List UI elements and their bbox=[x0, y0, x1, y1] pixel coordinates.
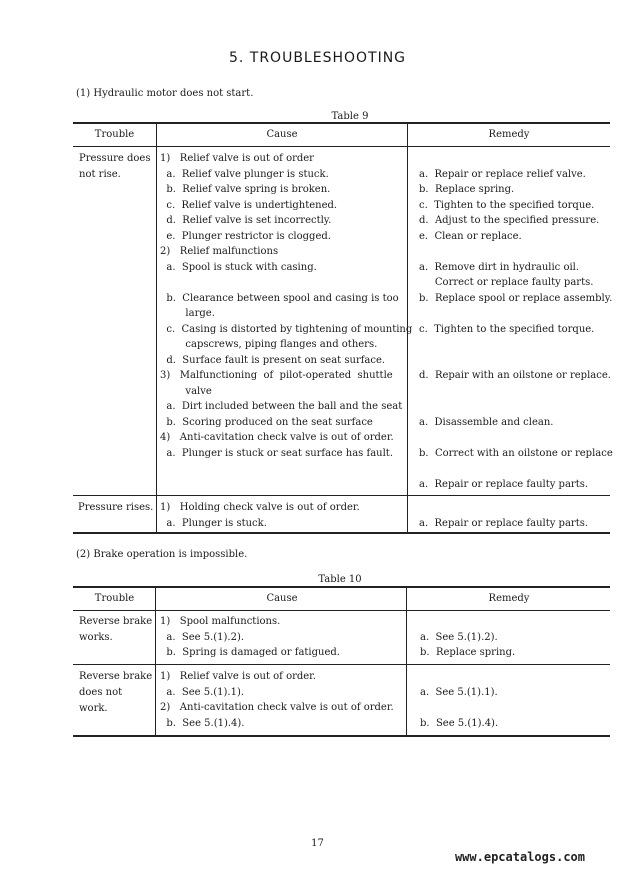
cell-line: a. Plunger is stuck. bbox=[160, 517, 267, 529]
cell-line: d. Surface fault is present on seat surface. bbox=[160, 354, 386, 366]
cell-line bbox=[419, 500, 588, 516]
table9-row2-remedy bbox=[419, 500, 588, 531]
trouble-line: Reverse brake bbox=[79, 616, 153, 627]
page-title: 5. TROUBLESHOOTING bbox=[228, 50, 407, 66]
table9-row1-cause bbox=[160, 151, 412, 492]
cell-line: b. Replace spring. bbox=[420, 647, 516, 658]
cell-line: b. Correct with an oilstone or replace bbox=[419, 447, 613, 459]
cell-line: b. Clearance between spool and casing is too bbox=[160, 292, 399, 304]
cell-line: 1) Spool malfunctions. bbox=[160, 616, 281, 627]
cell-line: a. Dirt included between the ball and the seat bbox=[160, 401, 403, 412]
cell-line bbox=[419, 353, 613, 369]
cell-line: c. Relief valve is undertightened. bbox=[160, 199, 338, 211]
cell-line: b. Relief valve spring is broken. bbox=[160, 184, 331, 195]
trouble-line: work. bbox=[79, 703, 108, 714]
cell-line bbox=[419, 244, 613, 260]
cell-line: d. Relief valve is set incorrectly. bbox=[160, 215, 332, 226]
cell-line: capscrews, piping flanges and others. bbox=[160, 339, 378, 350]
trouble-line: Pressure does bbox=[79, 153, 151, 164]
cell-line: 1) Holding check valve is out of order. bbox=[160, 502, 360, 513]
cell-line bbox=[419, 461, 613, 477]
table10-bottom-rule bbox=[73, 735, 610, 737]
cell-line: Correct or replace faulty parts. bbox=[419, 277, 594, 288]
trouble-line: Pressure rises. bbox=[78, 502, 154, 513]
cell-line: b. Replace spool or replace assembly. bbox=[419, 292, 613, 304]
table9-header-remedy: Remedy bbox=[488, 129, 530, 140]
cell-line bbox=[420, 614, 515, 630]
cell-line bbox=[419, 306, 613, 322]
table10-row1-trouble bbox=[79, 614, 152, 646]
cell-line bbox=[419, 430, 613, 446]
table9-bottom-rule bbox=[73, 532, 610, 534]
table9-header-rule bbox=[73, 146, 610, 147]
table9-top-rule bbox=[73, 122, 610, 124]
cell-line: a. Plunger is stuck or seat surface has fault. bbox=[160, 447, 393, 459]
cell-line bbox=[160, 461, 412, 477]
cell-line: a. See 5.(1).1). bbox=[160, 686, 245, 698]
cell-line: 4) Anti-cavitation check valve is out of order. bbox=[160, 432, 394, 443]
section-heading-brake: (2) Brake operation is impossible. bbox=[76, 549, 248, 560]
table10-row2-remedy bbox=[420, 669, 498, 731]
cell-line: b. Replace spring. bbox=[419, 184, 515, 195]
cell-line: a. Repair or replace faulty parts. bbox=[419, 478, 589, 490]
cell-line bbox=[419, 337, 613, 353]
table10-row2-cause bbox=[160, 669, 394, 731]
cell-line: a. Repair or replace faulty parts. bbox=[419, 517, 589, 529]
page-number: 17 bbox=[311, 838, 324, 849]
cell-line: c. Tighten to the specified torque. bbox=[419, 199, 595, 211]
table10-row2-trouble bbox=[79, 669, 152, 717]
cell-line: a. Disassemble and clean. bbox=[419, 416, 554, 428]
table10-header-rule bbox=[73, 610, 610, 611]
cell-line: large. bbox=[160, 308, 215, 319]
cell-line: d. Adjust to the specified pressure. bbox=[419, 215, 600, 226]
cell-line: d. Repair with an oilstone or replace. bbox=[419, 370, 611, 381]
trouble-line: does not bbox=[79, 687, 123, 698]
section-heading-hydraulic-motor: (1) Hydraulic motor does not start. bbox=[76, 88, 254, 99]
table10-col-divider bbox=[155, 586, 156, 736]
cell-line bbox=[420, 669, 498, 685]
cell-line: a. Relief valve plunger is stuck. bbox=[160, 168, 329, 180]
cell-line: 2) Anti-cavitation check valve is out of order. bbox=[160, 702, 394, 713]
cell-line: 3) Malfunctioning of pilot-operated shuttle bbox=[160, 370, 393, 381]
watermark: www.epcatalogs.com bbox=[454, 850, 585, 864]
cell-line: b. See 5.(1).4). bbox=[160, 717, 245, 729]
cell-line: a. See 5.(1).2). bbox=[160, 631, 245, 643]
cell-line: b. Scoring produced on the seat surface bbox=[160, 416, 373, 428]
cell-line bbox=[419, 384, 613, 400]
cell-line: a. See 5.(1).2). bbox=[420, 631, 498, 643]
table9-row2-trouble bbox=[78, 500, 153, 516]
cell-line: 2) Relief malfunctions bbox=[160, 246, 279, 257]
table10-header-cause: Cause bbox=[266, 593, 298, 604]
table9-caption: Table 9 bbox=[331, 111, 369, 122]
cell-line bbox=[419, 399, 613, 415]
table10-row1-remedy bbox=[420, 614, 515, 661]
table10-header-remedy: Remedy bbox=[488, 593, 530, 604]
cell-line: a. Repair or replace relief valve. bbox=[419, 168, 586, 180]
cell-line: e. Clean or replace. bbox=[419, 230, 522, 242]
cell-line: b. See 5.(1).4). bbox=[420, 717, 499, 729]
cell-line: a. Remove dirt in hydraulic oil. bbox=[419, 261, 580, 273]
table10-caption: Table 10 bbox=[318, 574, 362, 585]
cell-line: b. Spring is damaged or fatigued. bbox=[160, 647, 340, 658]
cell-line: c. Tighten to the specified torque. bbox=[419, 323, 595, 335]
cell-line: a. See 5.(1).1). bbox=[420, 686, 498, 698]
cell-line: c. Casing is distorted by tightening of mounting bbox=[160, 323, 413, 335]
cell-line: valve bbox=[160, 385, 212, 397]
cell-line bbox=[420, 700, 498, 716]
table9-header-trouble: Trouble bbox=[94, 129, 135, 140]
trouble-line: not rise. bbox=[79, 169, 121, 180]
table9-row1-trouble bbox=[79, 151, 150, 183]
cell-line: a. Spool is stuck with casing. bbox=[160, 261, 317, 273]
cell-line: e. Plunger restrictor is clogged. bbox=[160, 230, 331, 242]
table10-col-divider bbox=[406, 586, 407, 736]
table9-row-rule bbox=[73, 495, 610, 496]
table10-row-rule bbox=[73, 664, 610, 665]
table9-header-cause: Cause bbox=[266, 129, 298, 140]
cell-line: 1) Relief valve is out of order. bbox=[160, 671, 317, 682]
table9-col-divider bbox=[156, 122, 157, 532]
table10-header-trouble: Trouble bbox=[94, 593, 135, 604]
table10-row1-cause bbox=[160, 614, 340, 661]
cell-line bbox=[160, 477, 412, 493]
table9-row2-cause bbox=[160, 500, 360, 531]
table10-top-rule bbox=[73, 586, 610, 588]
trouble-line: Reverse brake bbox=[79, 671, 153, 682]
cell-line: 1) Relief valve is out of order bbox=[160, 153, 314, 164]
trouble-line: works. bbox=[79, 632, 113, 643]
table9-row1-remedy bbox=[419, 151, 613, 492]
cell-line bbox=[160, 275, 412, 291]
cell-line bbox=[419, 151, 613, 167]
